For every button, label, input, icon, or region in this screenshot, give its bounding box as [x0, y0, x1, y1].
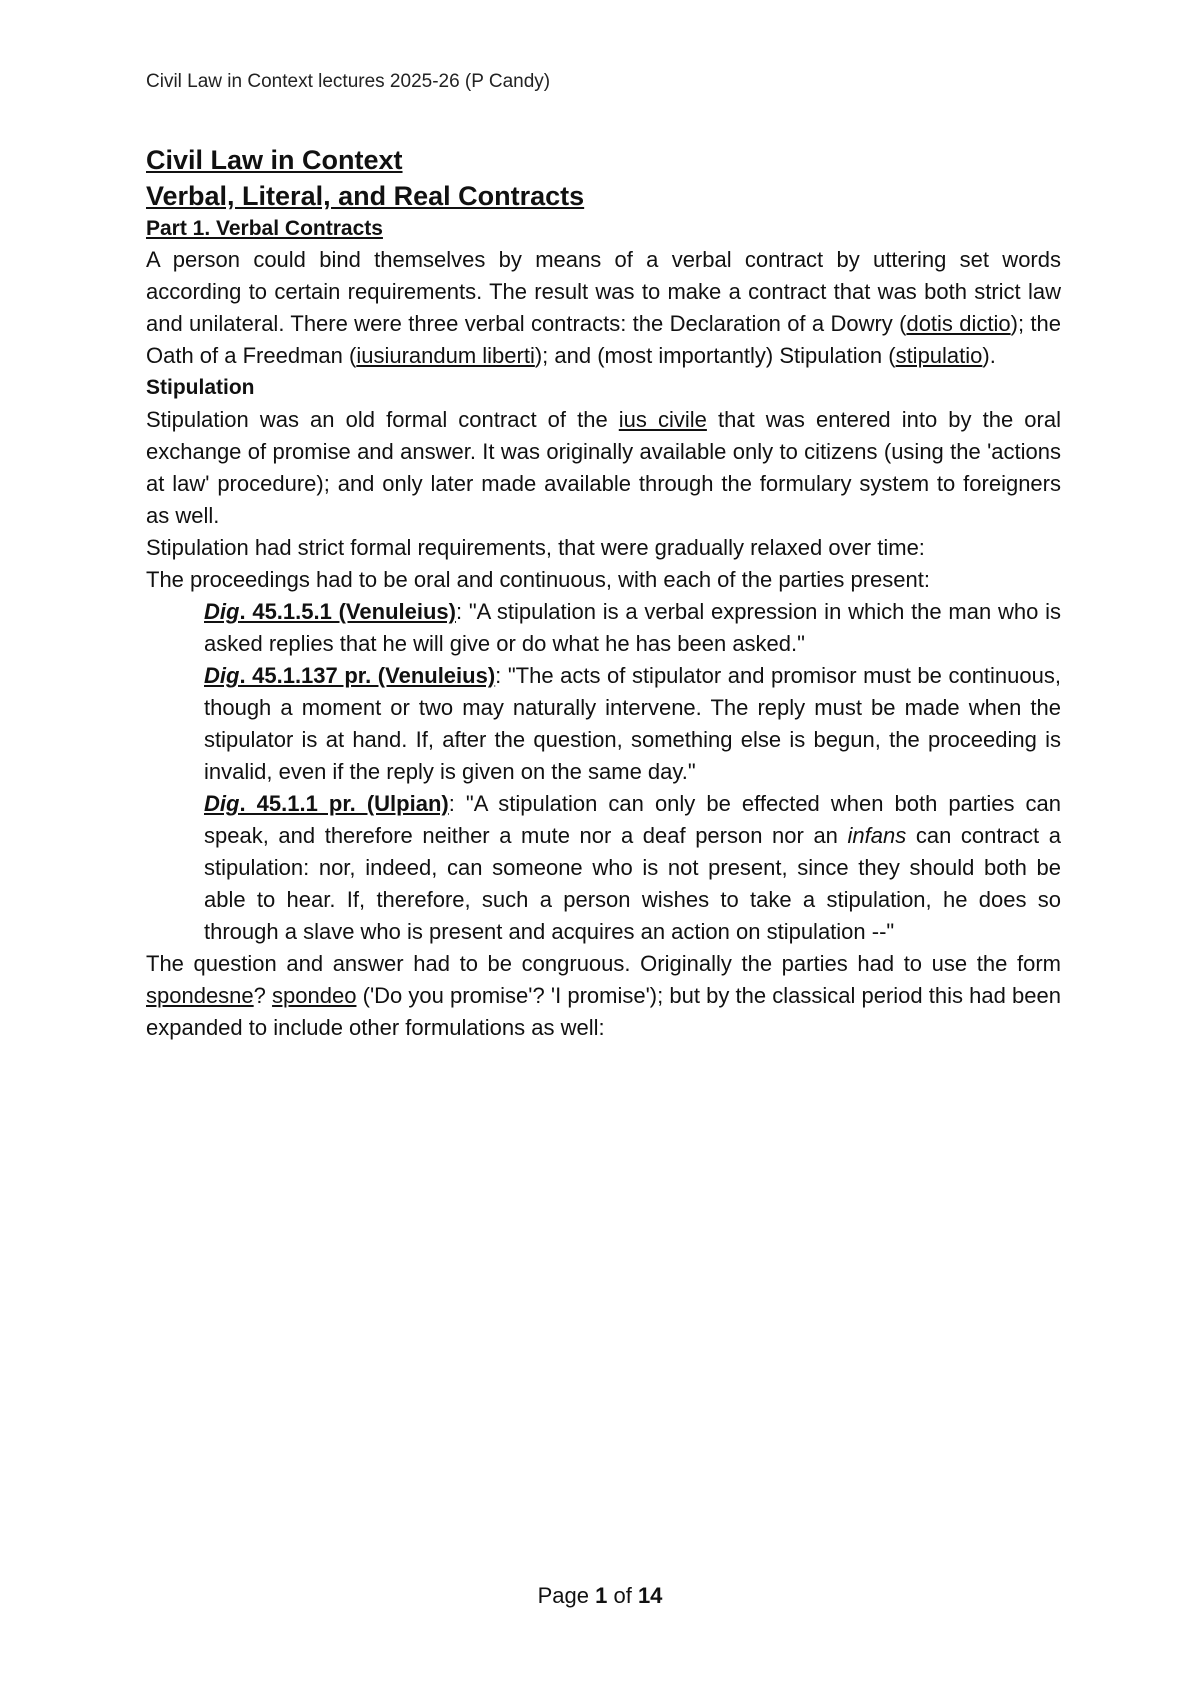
text-run: ?	[253, 983, 273, 1008]
page-content	[146, 142, 1061, 1044]
digest-reference	[204, 599, 456, 624]
quote-text: can contract a stipulation: nor, indeed, can someone who is not present, since they should both be able to hear. If, therefore, such a person wishes to take a stipulation, he does so through a slave who is present and acquires an action on stipulation --"	[204, 823, 1061, 944]
formal-requirements-paragraph: Stipulation had strict formal requirements, that were gradually relaxed over time:	[146, 535, 925, 560]
quote-text: : "A stipulation can only be effected when both parties can speak, and therefore neither a mute nor a deaf person nor an	[204, 791, 1062, 848]
document-title: Civil Law in Context	[146, 145, 403, 175]
latin-term: ius civile	[618, 407, 707, 432]
closing-paragraph	[146, 948, 1061, 1044]
part1-heading: Part 1. Verbal Contracts	[146, 217, 383, 240]
latin-term: dotis dictio	[906, 311, 1011, 336]
latin-term: iusiurandum liberti	[356, 343, 535, 368]
page-number: 1	[595, 1583, 608, 1608]
digest-quote	[146, 596, 1061, 660]
latin-term: stipulatio	[895, 343, 983, 368]
latin-term: spondeo	[272, 983, 357, 1008]
text-run: that was entered into by the oral exchange of promise and answer. It was originally available only to citizens (using the 'actions at law' procedure); and only later made available through the formulary system to foreigners as well.	[146, 407, 1061, 528]
text-run: ); and (most importantly) Stipulation (	[534, 343, 896, 368]
running-header: Civil Law in Context lectures 2025-26 (P Candy)	[146, 71, 551, 92]
page-word: Page	[537, 1583, 589, 1608]
oral-continuous-paragraph: The proceedings had to be oral and continuous, with each of the parties present:	[146, 567, 930, 592]
text-run: ('Do you promise'? 'I promise'); but by the classical period this had been expanded to include other formulations as well:	[146, 983, 1061, 1040]
quote-text: : "A stipulation is a verbal expression in which the man who is asked replies that he will give or do what he has been asked."	[204, 599, 1061, 656]
digest-reference	[204, 791, 449, 816]
part1-intro-paragraph	[146, 244, 1061, 372]
reference-number: . 45.1.1 pr. (Ulpian)	[239, 791, 449, 816]
page-footer	[0, 1583, 1200, 1609]
of-word: of	[613, 1583, 632, 1608]
page-total: 14	[637, 1583, 663, 1608]
stipulation-paragraph	[146, 404, 1061, 532]
text-run: A person could bind themselves by means of a verbal contract by uttering set words according to certain requirements. The result was to make a contract that was both strict law and unilateral. There were three verbal contracts: the Declaration of a Dowry (	[146, 247, 1061, 336]
digest-quote	[146, 788, 1061, 948]
reference-number: . 45.1.137 pr. (Venuleius)	[239, 663, 496, 688]
digest-reference	[204, 663, 495, 688]
text-run: The question and answer had to be congruous. Originally the parties had to use the form	[146, 951, 1061, 976]
latin-term: spondesne	[146, 983, 254, 1008]
quote-text: : "The acts of stipulator and promisor must be continuous, though a moment or two may naturally intervene. The reply must be made when the stipulator is at hand. If, after the question, something else is begun, the proceeding is invalid, even if the reply is given on the same day."	[204, 663, 1061, 784]
dig-abbrev: Dig	[204, 663, 240, 688]
digest-quote	[146, 660, 1061, 788]
reference-number: . 45.1.5.1 (Venuleius)	[239, 599, 456, 624]
stipulation-heading: Stipulation	[146, 376, 255, 399]
dig-abbrev: Dig	[204, 599, 240, 624]
text-run: ); the Oath of a Freedman (	[146, 311, 1061, 368]
text-run: Stipulation was an old formal contract of the	[146, 407, 619, 432]
dig-abbrev: Dig	[204, 791, 240, 816]
document-subtitle: Verbal, Literal, and Real Contracts	[146, 181, 585, 211]
italic-term: infans	[847, 823, 907, 848]
text-run: ).	[982, 343, 996, 368]
